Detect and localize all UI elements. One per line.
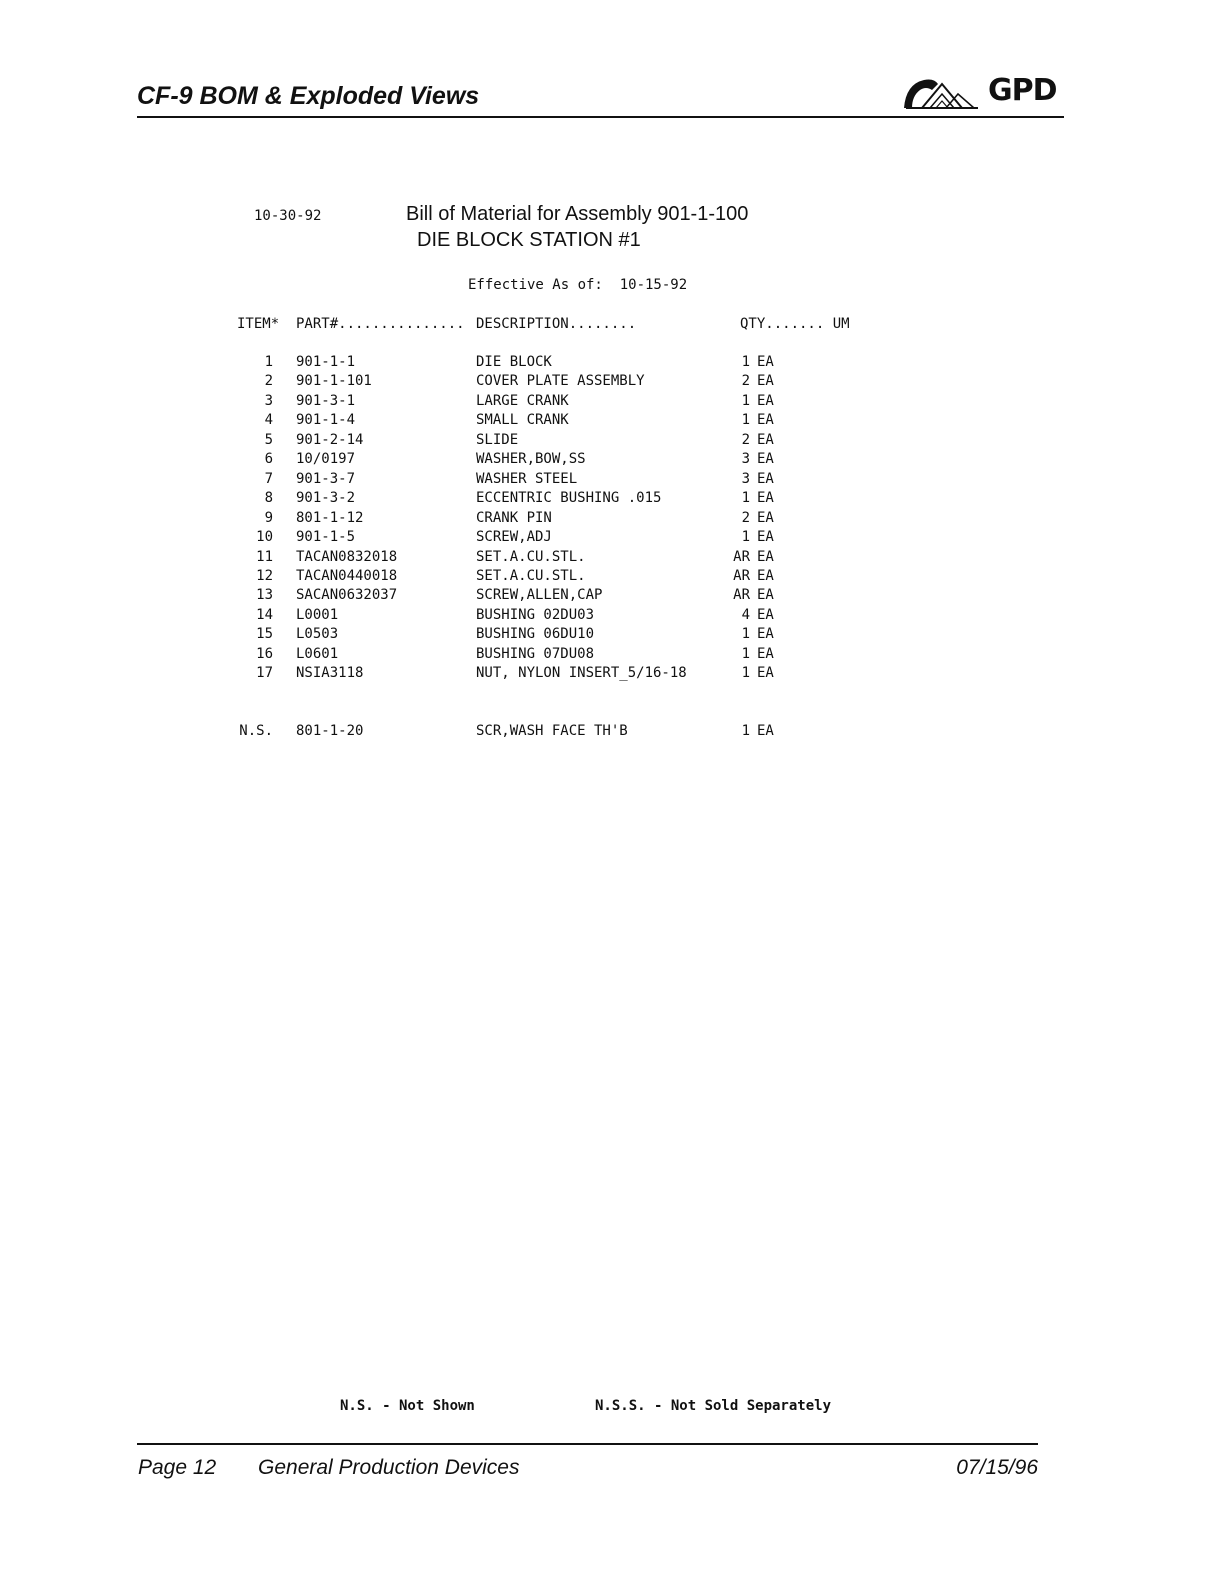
row-item-number: 14 (256, 606, 273, 623)
table-row (0, 529, 1224, 549)
row-part-number: 901-1-5 (296, 529, 356, 546)
row-unit: EA (757, 354, 774, 370)
row-description: BUSHING 07DU08 (476, 645, 595, 662)
row-unit: EA (757, 665, 774, 682)
table-row (0, 471, 1224, 491)
row-description: SLIDE (476, 431, 519, 448)
header-part: PART#............... (296, 316, 465, 332)
row-unit: EA (757, 587, 774, 604)
row-part-number: L0503 (296, 626, 339, 643)
row-item-number: 16 (256, 645, 273, 662)
row-quantity: 1 (741, 723, 750, 739)
row-item-number: 12 (256, 567, 273, 584)
row-unit: EA (757, 606, 774, 623)
table-row (0, 587, 1224, 607)
row-quantity: 1 (741, 645, 750, 662)
row-item-number: 7 (264, 470, 273, 487)
effective-date: Effective As of: 10-15-92 (468, 277, 688, 293)
report-title: Bill of Material for Assembly 901-1-100 (406, 203, 749, 225)
row-item-number: 4 (264, 412, 273, 429)
row-description: SET.A.CU.STL. (476, 548, 586, 565)
legend-not-sold-separately: N.S.S. - Not Sold Separately (595, 1398, 832, 1414)
table-row (0, 451, 1224, 471)
row-unit: EA (757, 548, 774, 565)
row-unit: EA (757, 626, 774, 643)
row-quantity: 1 (741, 392, 750, 409)
row-part-number: 801-1-20 (296, 723, 364, 739)
row-quantity: AR (733, 567, 750, 584)
row-part-number: TACAN0440018 (296, 567, 398, 584)
row-item-number: N.S. (239, 723, 273, 739)
row-part-number: SACAN0632037 (296, 587, 398, 604)
row-description: DIE BLOCK (476, 354, 552, 370)
gpd-logo (902, 74, 1064, 110)
row-unit: EA (757, 373, 774, 390)
row-item-number: 5 (264, 431, 273, 448)
table-row (0, 432, 1224, 452)
row-quantity: 1 (741, 665, 750, 682)
row-description: WASHER,BOW,SS (476, 451, 586, 468)
row-item-number: 8 (264, 490, 273, 507)
row-item-number: 17 (256, 665, 273, 682)
row-description: CRANK PIN (476, 509, 552, 526)
row-description: COVER PLATE ASSEMBLY (476, 373, 645, 390)
row-quantity: 1 (741, 529, 750, 546)
row-part-number: 901-3-7 (296, 470, 356, 487)
row-item-number: 10 (256, 529, 273, 546)
row-part-number: 10/0197 (296, 451, 356, 468)
header-item: ITEM* (237, 316, 280, 332)
row-part-number: 901-1-1 (296, 354, 356, 370)
row-description: LARGE CRANK (476, 392, 569, 409)
row-unit: EA (757, 470, 774, 487)
row-item-number: 1 (264, 354, 273, 370)
row-quantity: 2 (741, 431, 750, 448)
row-item-number: 15 (256, 626, 273, 643)
row-item-number: 2 (264, 373, 273, 390)
footer-page-number: Page 12 (138, 1456, 217, 1479)
gpd-logo-icon (902, 74, 986, 110)
row-part-number: 901-1-101 (296, 373, 372, 390)
footer-rule (137, 1443, 1038, 1445)
table-row (0, 510, 1224, 530)
row-description: SCREW,ADJ (476, 529, 552, 546)
row-quantity: 2 (741, 373, 750, 390)
table-row (0, 412, 1224, 432)
table-row (0, 568, 1224, 588)
header-qty-um: QTY....... UM (740, 316, 850, 332)
row-quantity: AR (733, 587, 750, 604)
row-unit: EA (757, 412, 774, 429)
row-description: ECCENTRIC BUSHING .015 (476, 490, 662, 507)
row-quantity: 1 (741, 626, 750, 643)
row-part-number: 901-3-1 (296, 392, 356, 409)
row-item-number: 11 (256, 548, 273, 565)
row-part-number: L0001 (296, 606, 339, 623)
row-item-number: 6 (264, 451, 273, 468)
row-part-number: TACAN0832018 (296, 548, 398, 565)
header-description: DESCRIPTION........ (476, 316, 637, 332)
table-row (0, 354, 1224, 374)
row-part-number: 901-1-4 (296, 412, 356, 429)
row-description: SCR,WASH FACE TH'B (476, 723, 628, 739)
table-row (0, 646, 1224, 666)
row-quantity: 1 (741, 354, 750, 370)
row-quantity: 3 (741, 470, 750, 487)
header-rule (137, 116, 1064, 118)
table-row (0, 373, 1224, 393)
row-unit: EA (757, 392, 774, 409)
table-row (0, 607, 1224, 627)
row-unit: EA (757, 490, 774, 507)
logo-text: GPD (988, 73, 1057, 108)
row-quantity: 4 (741, 606, 750, 623)
report-date: 10-30-92 (254, 208, 322, 224)
row-unit: EA (757, 567, 774, 584)
footer-company: General Production Devices (258, 1456, 520, 1479)
row-unit: EA (757, 529, 774, 546)
table-row (0, 549, 1224, 569)
row-unit: EA (757, 645, 774, 662)
row-quantity: 3 (741, 451, 750, 468)
table-row (0, 723, 1224, 743)
table-row (0, 665, 1224, 685)
legend-not-shown: N.S. - Not Shown (340, 1398, 475, 1414)
row-quantity: 1 (741, 490, 750, 507)
footer-date: 07/15/96 (956, 1456, 1038, 1479)
row-quantity: 2 (741, 509, 750, 526)
row-description: BUSHING 06DU10 (476, 626, 595, 643)
row-description: SET.A.CU.STL. (476, 567, 586, 584)
row-quantity: 1 (741, 412, 750, 429)
row-item-number: 13 (256, 587, 273, 604)
document-header-title: CF-9 BOM & Exploded Views (137, 82, 480, 110)
row-unit: EA (757, 723, 774, 739)
row-quantity: AR (733, 548, 750, 565)
row-item-number: 9 (264, 509, 273, 526)
row-description: BUSHING 02DU03 (476, 606, 595, 623)
row-unit: EA (757, 451, 774, 468)
row-part-number: 901-3-2 (296, 490, 356, 507)
table-row (0, 626, 1224, 646)
row-part-number: 901-2-14 (296, 431, 364, 448)
report-subtitle: DIE BLOCK STATION #1 (417, 229, 641, 251)
row-description: WASHER STEEL (476, 470, 578, 487)
row-unit: EA (757, 509, 774, 526)
row-description: NUT, NYLON INSERT_5/16-18 (476, 665, 687, 682)
row-unit: EA (757, 431, 774, 448)
row-part-number: 801-1-12 (296, 509, 364, 526)
row-part-number: NSIA3118 (296, 665, 364, 682)
table-row (0, 393, 1224, 413)
row-description: SCREW,ALLEN,CAP (476, 587, 603, 604)
row-description: SMALL CRANK (476, 412, 569, 429)
row-item-number: 3 (264, 392, 273, 409)
table-row (0, 490, 1224, 510)
row-part-number: L0601 (296, 645, 339, 662)
